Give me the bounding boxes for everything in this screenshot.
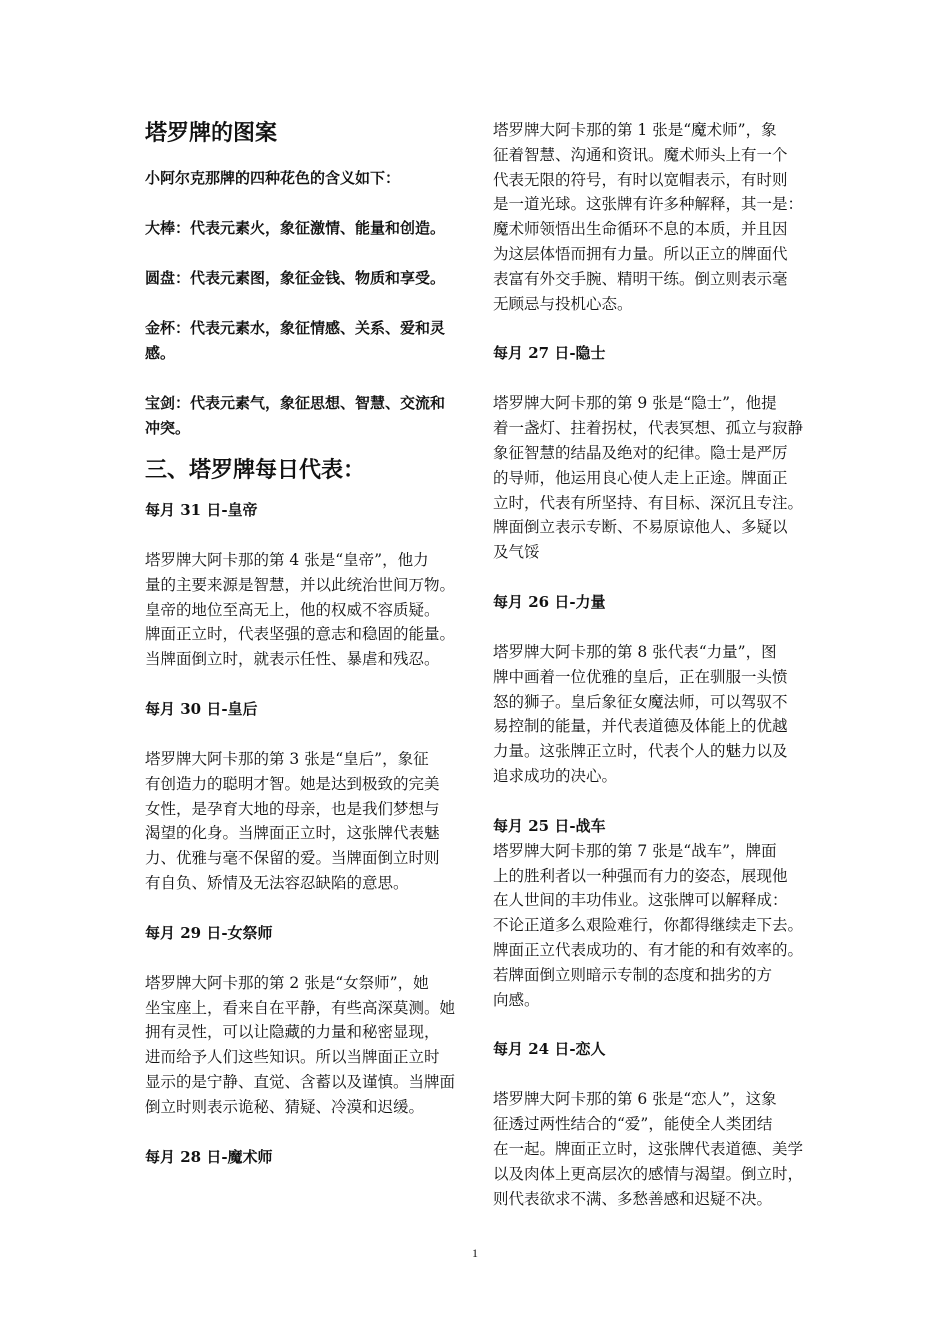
entry-body-30: 塔罗牌大阿卡那的第 3 张是“皇后”，象征 有创造力的聪明才智。她是达到极致的完美 女性，是孕育大地的母亲，也是我们梦想与 渴望的化身。当牌面正立时，这张牌代表魅 力、优雅与毫不保留的爱。当牌面倒立时则 有自负、矫情及无法容忍缺陷的意思。 <box>145 749 440 892</box>
suit-wands: 大棒：代表元素火，象征激情、能量和创造。 <box>145 219 446 237</box>
entry-title-27: 每月 27 日-隐士 <box>493 344 606 363</box>
section-heading-tarot-patterns: 塔罗牌的图案 <box>145 120 278 146</box>
entry-title-29: 每月 29 日-女祭师 <box>145 923 273 942</box>
left-column <box>145 118 469 1170</box>
intro-text: 小阿尔克那牌的四种花色的含义如下： <box>145 169 401 187</box>
entry-body-31: 塔罗牌大阿卡那的第 4 张是“皇帝”，他力 量的主要来源是智慧，并以此统治世间万物。 皇帝的地位至高无上，他的权威不容质疑。 牌面正立时，代表坚强的意志和稳固的能量。 当牌面倒立时，就表示任性、暴虐和残忍。 <box>145 551 456 669</box>
suit-swords: 宝剑：代表元素气，象征思想、智慧、交流和 冲突。 <box>145 394 446 437</box>
entry-title-30: 每月 30 日-皇后 <box>145 699 258 718</box>
entry-title-26: 每月 26 日-力量 <box>493 592 606 611</box>
entry-title-28: 每月 28 日-魔术师 <box>145 1147 273 1166</box>
suit-pentacles: 圆盘：代表元素图，象征金钱、物质和享受。 <box>145 269 446 287</box>
entry-title-31: 每月 31 日-皇帝 <box>145 501 258 519</box>
section-title-daily: 三、塔罗牌每日代表： <box>145 457 366 483</box>
suit-cups: 金杯：代表元素水，象征情感、关系、爱和灵 感。 <box>145 319 446 362</box>
entry-body-29: 塔罗牌大阿卡那的第 2 张是“女祭师”，她 坐宝座上，看来自在平静，有些高深莫测。她 拥有灵性，可以让隐藏的力量和秘密显现， 进而给予人们这些知识。所以当牌面正立时 显示的是宁静、直觉、含蓄以及谨慎。当牌面 倒立时则表示诡秘、猜疑、冷漠和迟缓。 <box>145 973 456 1116</box>
entry-title-24: 每月 24 日-恋人 <box>493 1040 606 1059</box>
entry-body-27: 塔罗牌大阿卡那的第 9 张是“隐士”，他提 着一盏灯、拄着拐杖，代表冥想、孤立与寂静 象征智慧的结晶及绝对的纪律。隐士是严厉 的导师，他运用良心使人走上正途。牌面正 立时，代表有所坚持、有目标、深沉且专注。 牌面倒立表示专断、不易原谅他人、多疑以 及气馁 <box>493 394 804 562</box>
entry-body-25: 塔罗牌大阿卡那的第 7 张是“战车”，牌面 上的胜利者以一种强而有力的姿态，展现他 在人世间的丰功伟业。这张牌可以解释成： 不论正道多么艰险难行，你都得继续走下去。 牌面正立代表成功的、有才能的和有效率的。 若牌面倒立则暗示专制的态度和拙劣的方 向感。 <box>493 841 804 1009</box>
entry-body-24: 塔罗牌大阿卡那的第 6 张是“恋人”，这象 征透过两性结合的“爱”，能使全人类团结 在一起。牌面正立时，这张牌代表道德、美学 以及肉体上更高层次的感情与渴望。倒立时， 则代表欲求不满、多愁善感和迟疑不决。 <box>493 1090 804 1208</box>
entry-body-26: 塔罗牌大阿卡那的第 8 张代表“力量”，图 牌中画着一位优雅的皇后，正在驯服一头愤 怒的狮子。皇后象征女魔法师，可以驾驭不 易控制的能量，并代表道德及体能上的优越 力量。这张牌正立时，代表个人的魅力以及 追求成功的决心。 <box>493 642 788 785</box>
entry-title-25: 每月 25 日-战车 <box>493 816 606 835</box>
entry-body-28: 塔罗牌大阿卡那的第 1 张是“魔术师”，象 征着智慧、沟通和资讯。魔术师头上有一个 代表无限的符号，有时以宽帽表示，有时则 是一道光球。这张牌有许多种解释，其一是： 魔术师领悟出生命循环不息的本质，并且因 为这层体悟而拥有力量。所以正立的牌面代 表富有外交手腕、精明干练。倒立则表示毫 无顾忌与投机心态。 <box>493 121 804 313</box>
page-number: 1 <box>472 1246 478 1260</box>
right-column <box>493 118 823 1211</box>
